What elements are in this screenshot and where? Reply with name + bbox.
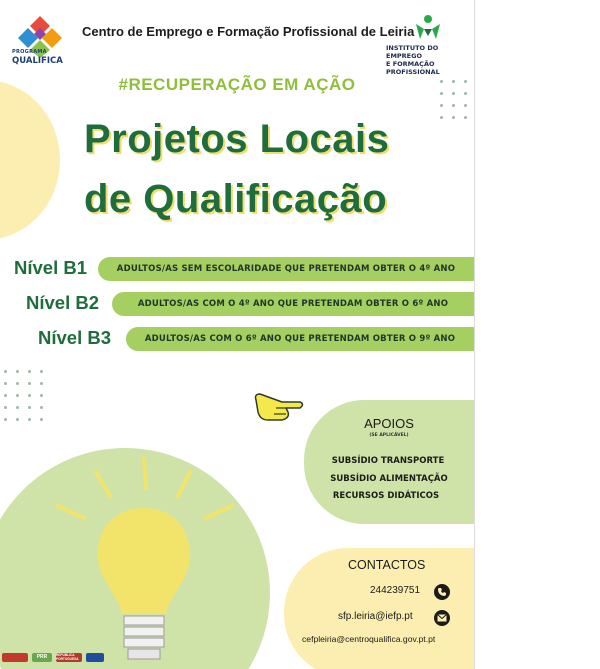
apoios-item: SUBSÍDIO ALIMENTAÇÃO: [330, 474, 448, 484]
iefp-logo-icon: [410, 12, 446, 42]
contact-phone[interactable]: 244239751: [370, 585, 421, 596]
apoios-panel: [304, 400, 474, 524]
pointing-hand-icon: [252, 390, 306, 426]
hashtag: #RECUPERAÇÃO EM AÇÃO: [118, 75, 356, 94]
center-title: Centro de Emprego e Formação Profissional de Leiria: [82, 24, 415, 39]
decorative-yellow-circle: [0, 80, 60, 240]
contactos-panel: [284, 548, 474, 669]
contact-email[interactable]: sfp.leiria@iefp.pt: [338, 611, 413, 622]
level-b2-label: Nível B2: [26, 292, 100, 313]
level-b1-label: Nível B1: [14, 257, 88, 278]
decorative-dots-left: [4, 370, 43, 421]
apoios-item: SUBSÍDIO TRANSPORTE: [331, 456, 445, 466]
apoios-note: (SE APLICÁVEL): [369, 433, 409, 438]
program-label: PROGRAMA: [12, 49, 47, 55]
prr-logo: PRR: [32, 653, 52, 662]
republica-portuguesa-logo: REPÚBLICA PORTUGUESA: [56, 653, 82, 662]
level-b3-description: ADULTOS/AS COM O 6º ANO QUE PRETENDAM OBTER O 9º ANO: [126, 327, 474, 351]
partner-logos: [2, 650, 104, 664]
institute-line2: E FORMAÇÃO PROFISSIONAL: [386, 60, 440, 76]
page-edge-divider: [474, 0, 475, 669]
level-b2-description: ADULTOS/AS COM O 4º ANO QUE PRETENDAM OBTER O 6º ANO: [112, 292, 474, 316]
title-line1: Projetos Locais: [84, 117, 390, 161]
contactos-title: CONTACTOS: [348, 558, 426, 572]
level-b3-label: Nível B3: [38, 327, 112, 348]
eu-logo: [86, 653, 104, 662]
partner-logo: [2, 653, 28, 662]
title-line2: de Qualificação: [84, 177, 388, 221]
phone-icon: [434, 584, 450, 600]
institute-line1: INSTITUTO DO EMPREGO: [386, 44, 439, 60]
contact-email-2[interactable]: cefpleiria@centroqualifica.gov.pt.pt: [302, 634, 436, 644]
apoios-title: APOIOS: [364, 416, 414, 431]
program-name: QUALIFICA: [12, 56, 63, 66]
apoios-item: RECURSOS DIDÁTICOS: [332, 491, 440, 501]
email-icon: [434, 610, 450, 626]
level-b1-description: ADULTOS/AS SEM ESCOLARIDADE QUE PRETENDAM OBTER O 4º ANO: [98, 257, 474, 281]
institute-name: [386, 44, 474, 76]
lightbulb-icon: [40, 450, 250, 669]
